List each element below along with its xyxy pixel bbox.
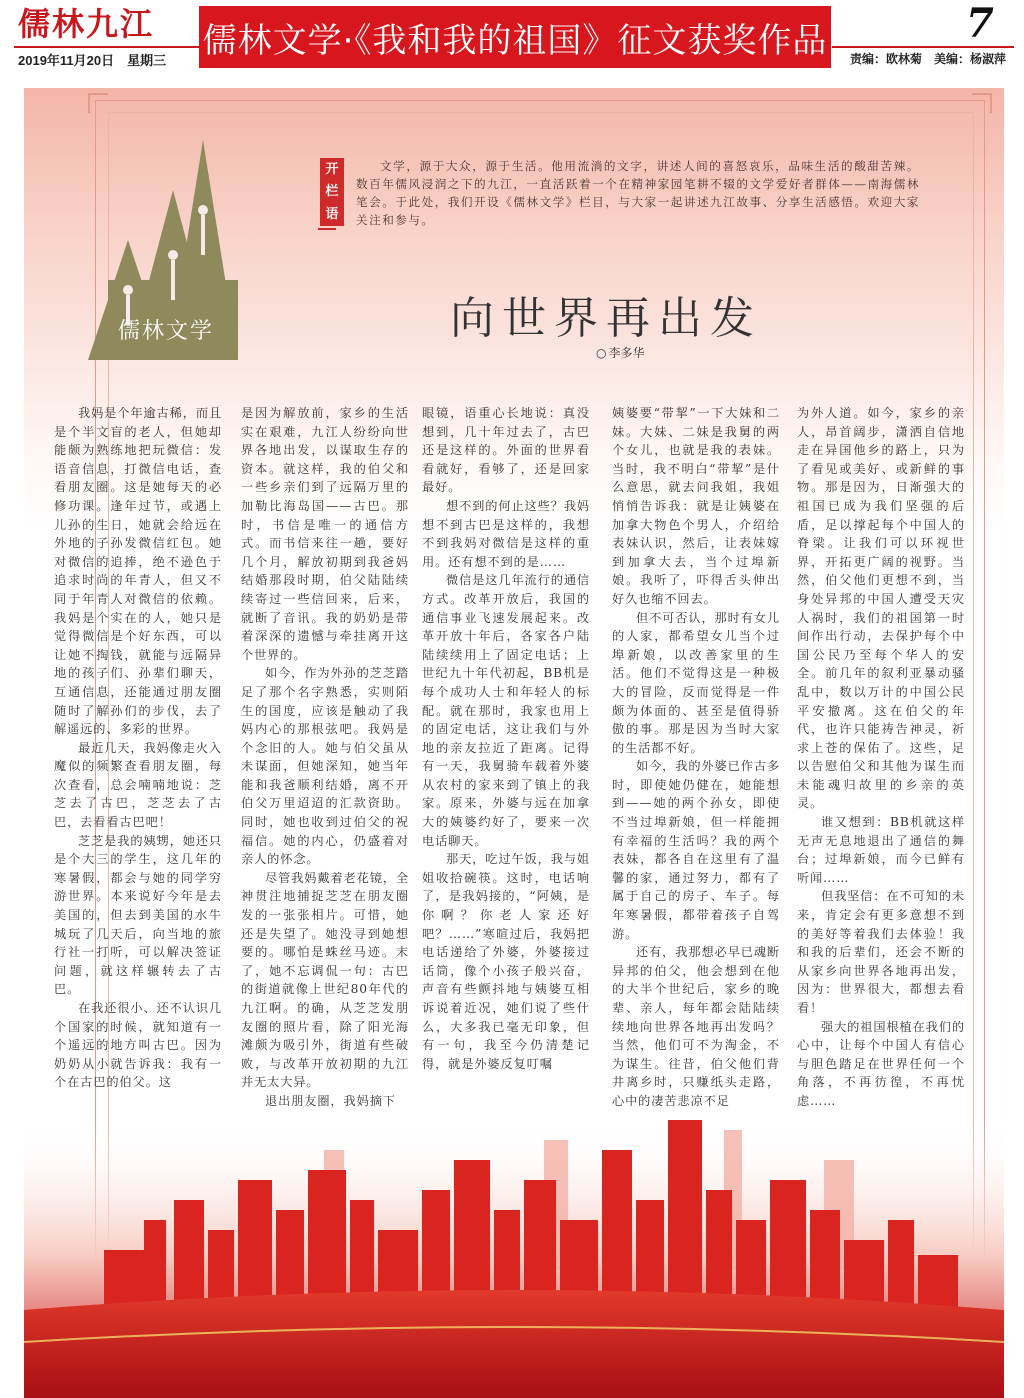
article-paragraph: 是因为解放前，家乡的生活实在艰难，九江人纷纷向世界各地出发，以谋取生存的资本。就这样，我的伯父和一些乡亲们到了远隔万里的加勒比海岛国——古巴。那时，书信是唯一的通信方式。而书信来往一趟，要好几个月，解放初期到我爸妈结婚那段时期，伯父陆陆续续寄过一些信回来，后来，就断了音讯。我的奶奶是带着深深的遗憾与牵挂离开这个世界的。	[241, 406, 409, 662]
issue-date: 2019年11月20日 星期三	[18, 53, 167, 68]
article-column-4	[612, 404, 780, 1111]
article-paragraph: 想不到的何止这些？我妈想不到古巴是这样的，我想不到我妈对微信是这样的重用。还有想不到的是……	[422, 498, 590, 569]
article-paragraph: 但我坚信：在不可知的未来，肯定会有更多意想不到的美好等着我们去体验！我和我的后辈们，还会不断的从家乡向世界各地再出发，因为：世界很大，都想去看看！	[797, 889, 965, 1015]
label-char: 语	[325, 207, 339, 223]
label-char: 栏	[325, 184, 339, 200]
article-column-1	[54, 404, 222, 1092]
article-paragraph: 如今，我的外婆已作古多时，即使她仍健在，她能想到——她的两个孙女，即使不当过埠新娘，但一样能拥有幸福的生活吗？我的两个表妹，都各自在这里有了温馨的家，通过努力，都有了属于自己的房子、车子。每年寒暑假，都带着孩子自驾游。	[612, 759, 780, 941]
article-author: ○ 李多华	[596, 344, 645, 361]
article-title: 向世界再出发	[450, 293, 762, 344]
article-paragraph: 但不可否认，那时有女儿的人家，都希望女儿当个过埠新娘，以改善家里的生活。他们不觉得这是一种极大的冒险，反而觉得是一件颇为体面的、甚至是值得骄傲的事。那是因为当时大家的生活都不好。	[612, 610, 780, 755]
article-paragraph: 眼镜，语重心长地说：真没想到，几十年过去了，古巴还是这样的。外面的世界看看就好，看够了，还是回家最好。	[422, 406, 590, 495]
article-paragraph: 姨婆要“带挈”一下大妹和二妹。大妹、二妹是我舅的两个女儿，也就是我的表妹。当时，我不明白“带挈”是什么意思，就去问我姐，我姐悄悄告诉我：就是让姨婆在加拿大物色个男人，介绍给表妹认识，然后，让表妹嫁到加拿大去，当个过埠新娘。我听了，吓得舌头伸出好久也缩不回去。	[612, 406, 780, 606]
article-column-3	[422, 404, 590, 1073]
header-rule-left	[14, 46, 200, 48]
editor-credits: 责编：欧林菊 美编：杨淑萍	[850, 52, 1007, 66]
article-paragraph: 谁又想到：BB机就这样无声无息地退出了通信的舞台；过埠新娘，而今已鲜有听闻……	[797, 815, 965, 885]
article-paragraph: 如今，作为外孙的芝芝踏足了那个名字熟悉，实则陌生的国度，应该是触动了我妈内心的那根弦吧。我妈是个念旧的人。她与伯父虽从未谋面，但她深知，她当年能和我爸顺利结婚，离不开伯父万里迢迢的汇款资助。同时，她也收到过伯父的祝福信。她的内心，仍盛着对亲人的怀念。	[241, 666, 409, 867]
article-column-5	[797, 404, 965, 1111]
masthead: 儒林九江	[18, 5, 155, 43]
article-paragraph: 尽管我妈戴着老花镜，全神贯注地捕捉芝芝在朋友圈发的一张张相片。可惜，她还是失望了。她没寻到她想要的。哪怕是蛛丝马迹。末了，她不忘调侃一句：古巴的街道就像上世纪80年代的九江啊。的确，从芝芝发朋友圈的照片看，除了阳光海滩颇为吸引外，街道有些破败，与改革开放初期的九江并无太大异。	[241, 870, 409, 1090]
label-rule	[318, 228, 336, 230]
article-paragraph: 微信是这几年流行的通信方式。改革开放后，我国的通信事业飞速发展起来。改革开放十年后，各家各户陆陆续续用上了固定电话；上世纪九十年代初起，BB机是每个成功人士和年轻人的标配。就在那时，我家也用上的固定电话，这让我们与外地的亲友拉近了距离。记得有一天，我舅骑车载着外婆从农村的家来到了镇上的我家。原来，外婆与远在加拿大的姨婆约好了，要来一次电话聊天。	[422, 573, 590, 848]
article-paragraph: 在我还很小、还不认识几个国家的时候，就知道有一个遥远的地方叫古巴。因为奶奶从小就告诉我：我有一个在古巴的伯父。这	[54, 1001, 222, 1090]
article-paragraph: 为外人道。如今，家乡的亲人，昂首阔步，潇洒自信地走在异国他乡的路上，只为了看见或美好、或新鲜的事物。那是因为，日渐强大的祖国已成为我们坚强的后盾，足以撑起每个中国人的脊梁。让我们可以环视世界，开拓更广阔的视野。当然，伯父他们更想不到，当身处异邦的中国人遭受天灾人祸时，我们的祖国第一时间作出行动，去保护每个中国公民乃至每个华人的安全。前几年的叙利亚暴动骚乱中，数以万计的中国公民平安撤离。这在伯父的年代，也许只能祷告神灵，祈求上苍的保佑了。这些，足以告慰伯父和其他为谋生而未能魂归故里的乡亲的英灵。	[797, 406, 965, 811]
frame-corner	[972, 93, 992, 113]
logo-text: 儒林文学	[118, 319, 215, 344]
opening-remarks-text: 文学，源于大众，源于生活。他用流淌的文字，讲述人间的喜怒哀乐，品味生活的酸甜苦辣。数百年儒风浸润之下的九江，一直活跃着一个在精神家园笔耕不辍的文学爱好者群体——南海儒林笔会。于此处，我们开设《儒林文学》栏目，与大家一起讲述九江故事、分享生活感悟。欢迎大家关注和参与。	[356, 159, 920, 227]
label-char: 开	[325, 161, 339, 177]
article-paragraph: 退出朋友圈，我妈摘下	[265, 1093, 396, 1108]
section-banner	[199, 6, 831, 68]
article-paragraph: 芝芝是我的姨甥，她还只是个大三的学生，这几年的寒暑假，都会与她的同学穷游世界。本来说好今年是去美国的，但去到美国的水牛城玩了几天后，向当地的旅行社一打听，可以解决签证问题，就这样辗转去了古巴。	[54, 833, 222, 997]
article-paragraph: 那天，吃过午饭，我与姐姐收拾碗筷。这时，电话响了，是我妈接的，“阿姨，是你啊？你老人家还好吧？……”寒暄过后，我妈把电话递给了外婆，外婆接过话筒，像个小孩子般兴奋，声音有些颤抖地与姨婆互相诉说着近况，她们说了些什么，大多我已毫无印象，但有一句，我至今仍清楚记得，就是外婆反复叮嘱	[422, 852, 590, 1071]
article-column-2	[241, 404, 409, 1111]
article-paragraph: 我妈是个年逾古稀，而且是个半文盲的老人，但她却能颇为熟练地把玩微信：发语音信息，打微信电话，查看朋友圈。这是她每天的必修功课。逢年过节，或遇上儿孙的生日，她就会给远在外地的子孙发微信红包。她对微信的追捧，绝不逊色于追求时尚的年青人，但又不同于年青人对微信的依赖。我妈是个实在的人，她只是觉得微信是个好东西，可以让她不掏钱，就能与远隔异地的孩子们、孙辈们聊天，互通信息，还能通过朋友圈随时了解孙们的步伐，去了解遥远的、多彩的世界。	[54, 406, 222, 737]
frame-corner	[88, 93, 108, 113]
city-skyline-illustration	[24, 1080, 1004, 1398]
page-number: 7	[966, 0, 994, 47]
article-paragraph: 最近几天，我妈像走火入魔似的频繁查看朋友圈，每次查看，总会喃喃地说：芝芝去了古巴，芝芝去了古巴，去看看古巴吧！	[54, 740, 222, 830]
banner-title: 儒林文学·《我和我的祖国》征文获奖作品	[202, 20, 828, 61]
opening-remarks-label	[320, 158, 344, 226]
article-paragraph: 还有，我那想必早已魂断异邦的伯父，他会想到在他的大半个世纪后，家乡的晚辈、亲人，每年都会陆陆续续地向世界各地再出发吗？当然，他们可不为淘金，不为谋生。往昔，伯父他们背井离乡时，只赚纸头走路，心中的凄苦悲凉不足	[612, 945, 780, 1108]
article-paragraph: 强大的祖国根植在我们的心中，让每个中国人有信心与胆色踏足在世界任何一个角落，不再彷徨，不再忧虑……	[797, 1019, 965, 1108]
